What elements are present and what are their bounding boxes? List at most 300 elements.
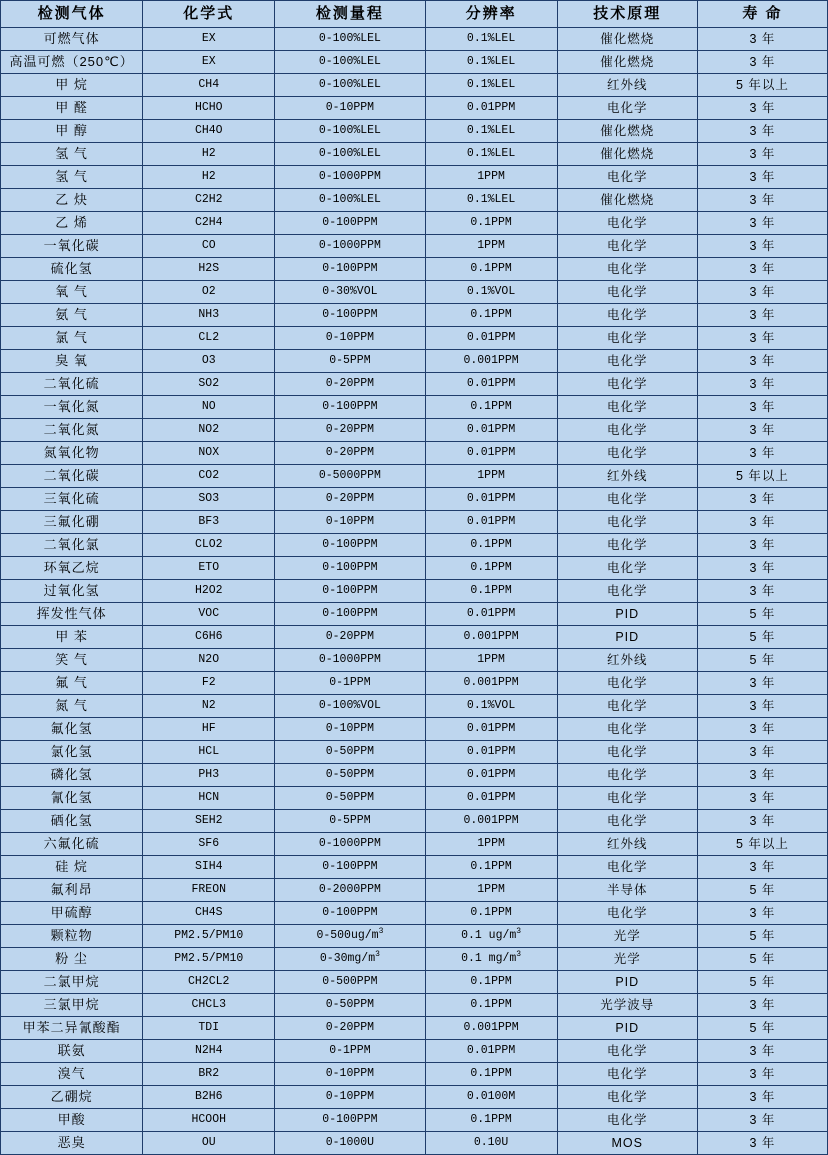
cell-technology: 电化学 bbox=[557, 350, 697, 373]
cell-detection-range: 0-100PPM bbox=[275, 396, 425, 419]
cell-gas-name: 环氧乙烷 bbox=[1, 557, 143, 580]
table-row bbox=[1, 97, 828, 120]
cell-resolution: 0.001PPM bbox=[425, 1017, 557, 1040]
table-body bbox=[1, 28, 828, 1155]
cell-gas-name: 二氧化硫 bbox=[1, 373, 143, 396]
cell-gas-name: 氢 气 bbox=[1, 143, 143, 166]
cell-technology: 电化学 bbox=[557, 396, 697, 419]
cell-detection-range: 0-5PPM bbox=[275, 350, 425, 373]
cell-technology: 催化燃烧 bbox=[557, 51, 697, 74]
cell-lifetime: 3 年 bbox=[697, 120, 827, 143]
cell-detection-range: 0-100PPM bbox=[275, 534, 425, 557]
cell-detection-range: 0-1000U bbox=[275, 1132, 425, 1155]
cell-chemical-formula: F2 bbox=[143, 672, 275, 695]
column-header-lifetime: 寿 命 bbox=[697, 1, 827, 28]
cell-lifetime: 3 年 bbox=[697, 764, 827, 787]
cell-technology: 电化学 bbox=[557, 580, 697, 603]
cell-lifetime: 5 年以上 bbox=[697, 833, 827, 856]
cell-gas-name: 可燃气体 bbox=[1, 28, 143, 51]
cell-chemical-formula: OU bbox=[143, 1132, 275, 1155]
cell-resolution: 0.1PPM bbox=[425, 304, 557, 327]
cell-chemical-formula: TDI bbox=[143, 1017, 275, 1040]
cell-technology: 电化学 bbox=[557, 419, 697, 442]
cell-technology: 电化学 bbox=[557, 764, 697, 787]
cell-resolution: 0.001PPM bbox=[425, 626, 557, 649]
cell-lifetime: 3 年 bbox=[697, 488, 827, 511]
cell-technology: 红外线 bbox=[557, 465, 697, 488]
cell-lifetime: 3 年 bbox=[697, 166, 827, 189]
table-row bbox=[1, 902, 828, 925]
cell-chemical-formula: CH4S bbox=[143, 902, 275, 925]
cell-lifetime: 3 年 bbox=[697, 534, 827, 557]
cell-gas-name: 三氟化硼 bbox=[1, 511, 143, 534]
table-row bbox=[1, 189, 828, 212]
cell-gas-name: 联氨 bbox=[1, 1040, 143, 1063]
cell-detection-range: 0-100%LEL bbox=[275, 120, 425, 143]
cell-lifetime: 3 年 bbox=[697, 718, 827, 741]
cell-technology: 催化燃烧 bbox=[557, 28, 697, 51]
cell-chemical-formula: C6H6 bbox=[143, 626, 275, 649]
cell-resolution: 1PPM bbox=[425, 879, 557, 902]
cell-chemical-formula: BR2 bbox=[143, 1063, 275, 1086]
cell-gas-name: 甲苯二异氰酸酯 bbox=[1, 1017, 143, 1040]
cell-chemical-formula: HCL bbox=[143, 741, 275, 764]
cell-resolution: 0.001PPM bbox=[425, 350, 557, 373]
cell-chemical-formula: O2 bbox=[143, 281, 275, 304]
table-row bbox=[1, 166, 828, 189]
cell-detection-range: 0-30%VOL bbox=[275, 281, 425, 304]
cell-detection-range: 0-50PPM bbox=[275, 764, 425, 787]
cell-detection-range: 0-100PPM bbox=[275, 304, 425, 327]
cell-technology: 电化学 bbox=[557, 1040, 697, 1063]
table-row bbox=[1, 856, 828, 879]
table-row bbox=[1, 810, 828, 833]
table-row bbox=[1, 350, 828, 373]
table-row bbox=[1, 281, 828, 304]
cell-lifetime: 5 年以上 bbox=[697, 74, 827, 97]
cell-technology: 电化学 bbox=[557, 856, 697, 879]
cell-gas-name: 氯 气 bbox=[1, 327, 143, 350]
cell-detection-range: 0-1PPM bbox=[275, 1040, 425, 1063]
cell-detection-range: 0-50PPM bbox=[275, 994, 425, 1017]
table-row bbox=[1, 120, 828, 143]
cell-lifetime: 3 年 bbox=[697, 143, 827, 166]
cell-technology: 红外线 bbox=[557, 649, 697, 672]
cell-lifetime: 3 年 bbox=[697, 672, 827, 695]
cell-technology: 电化学 bbox=[557, 442, 697, 465]
cell-resolution: 0.01PPM bbox=[425, 1040, 557, 1063]
table-row bbox=[1, 212, 828, 235]
cell-chemical-formula: PM2.5/PM10 bbox=[143, 925, 275, 948]
cell-detection-range: $0-30mg/m^3$ bbox=[275, 948, 425, 971]
cell-technology: 催化燃烧 bbox=[557, 189, 697, 212]
cell-chemical-formula: PH3 bbox=[143, 764, 275, 787]
table-row bbox=[1, 488, 828, 511]
cell-detection-range: 0-1PPM bbox=[275, 672, 425, 695]
cell-lifetime: 3 年 bbox=[697, 1040, 827, 1063]
table-row bbox=[1, 74, 828, 97]
table-row bbox=[1, 994, 828, 1017]
table-row bbox=[1, 695, 828, 718]
cell-resolution: 0.1%LEL bbox=[425, 28, 557, 51]
cell-chemical-formula: NO bbox=[143, 396, 275, 419]
cell-detection-range: 0-50PPM bbox=[275, 787, 425, 810]
column-header-resolution: 分辨率 bbox=[425, 1, 557, 28]
cell-lifetime: 3 年 bbox=[697, 396, 827, 419]
cell-technology: 电化学 bbox=[557, 718, 697, 741]
cell-detection-range: 0-50PPM bbox=[275, 741, 425, 764]
cell-lifetime: 3 年 bbox=[697, 350, 827, 373]
cell-technology: 红外线 bbox=[557, 74, 697, 97]
cell-gas-name: 乙 炔 bbox=[1, 189, 143, 212]
cell-resolution: 0.1%VOL bbox=[425, 695, 557, 718]
cell-lifetime: 3 年 bbox=[697, 856, 827, 879]
cell-chemical-formula: CL2 bbox=[143, 327, 275, 350]
cell-chemical-formula: SIH4 bbox=[143, 856, 275, 879]
cell-chemical-formula: B2H6 bbox=[143, 1086, 275, 1109]
cell-lifetime: 3 年 bbox=[697, 97, 827, 120]
cell-lifetime: 3 年 bbox=[697, 304, 827, 327]
table-row bbox=[1, 534, 828, 557]
table-row bbox=[1, 1086, 828, 1109]
cell-resolution: 0.01PPM bbox=[425, 442, 557, 465]
cell-chemical-formula: N2H4 bbox=[143, 1040, 275, 1063]
cell-chemical-formula: C2H2 bbox=[143, 189, 275, 212]
cell-lifetime: 3 年 bbox=[697, 557, 827, 580]
cell-detection-range: 0-10PPM bbox=[275, 718, 425, 741]
cell-detection-range: 0-100PPM bbox=[275, 580, 425, 603]
cell-lifetime: 3 年 bbox=[697, 51, 827, 74]
cell-technology: PID bbox=[557, 1017, 697, 1040]
cell-gas-name: 甲酸 bbox=[1, 1109, 143, 1132]
cell-chemical-formula: H2O2 bbox=[143, 580, 275, 603]
cell-gas-name: 二氧化氮 bbox=[1, 419, 143, 442]
cell-lifetime: 3 年 bbox=[697, 281, 827, 304]
cell-lifetime: 3 年 bbox=[697, 258, 827, 281]
table-row bbox=[1, 1017, 828, 1040]
cell-gas-name: 氟 气 bbox=[1, 672, 143, 695]
cell-detection-range: 0-1000PPM bbox=[275, 166, 425, 189]
cell-technology: 催化燃烧 bbox=[557, 143, 697, 166]
cell-resolution: 0.1 $ug/m^3$ bbox=[425, 925, 557, 948]
cell-chemical-formula: H2 bbox=[143, 166, 275, 189]
cell-resolution: 0.01PPM bbox=[425, 741, 557, 764]
cell-resolution: 0.1PPM bbox=[425, 557, 557, 580]
cell-detection-range: 0-100%LEL bbox=[275, 28, 425, 51]
cell-resolution: 0.01PPM bbox=[425, 419, 557, 442]
table-row bbox=[1, 1040, 828, 1063]
cell-detection-range: 0-100%LEL bbox=[275, 51, 425, 74]
cell-resolution: 1PPM bbox=[425, 833, 557, 856]
cell-technology: 光学波导 bbox=[557, 994, 697, 1017]
cell-technology: 电化学 bbox=[557, 304, 697, 327]
table-row bbox=[1, 1132, 828, 1155]
cell-chemical-formula: H2S bbox=[143, 258, 275, 281]
cell-detection-range: 0-1000PPM bbox=[275, 833, 425, 856]
cell-lifetime: 5 年 bbox=[697, 948, 827, 971]
cell-lifetime: 3 年 bbox=[697, 741, 827, 764]
cell-detection-range: 0-100PPM bbox=[275, 1109, 425, 1132]
cell-detection-range: 0-100PPM bbox=[275, 902, 425, 925]
table-row bbox=[1, 557, 828, 580]
cell-lifetime: 5 年 bbox=[697, 626, 827, 649]
cell-chemical-formula: BF3 bbox=[143, 511, 275, 534]
cell-detection-range: 0-10PPM bbox=[275, 511, 425, 534]
cell-chemical-formula: NO2 bbox=[143, 419, 275, 442]
table-row bbox=[1, 419, 828, 442]
cell-resolution: 0.01PPM bbox=[425, 603, 557, 626]
cell-chemical-formula: HCHO bbox=[143, 97, 275, 120]
cell-chemical-formula: CH2CL2 bbox=[143, 971, 275, 994]
cell-technology: PID bbox=[557, 603, 697, 626]
cell-resolution: 0.001PPM bbox=[425, 810, 557, 833]
cell-lifetime: 3 年 bbox=[697, 511, 827, 534]
cell-chemical-formula: EX bbox=[143, 28, 275, 51]
cell-lifetime: 3 年 bbox=[697, 695, 827, 718]
cell-detection-range: 0-100PPM bbox=[275, 603, 425, 626]
cell-detection-range: 0-10PPM bbox=[275, 97, 425, 120]
table-row bbox=[1, 51, 828, 74]
cell-resolution: 0.1PPM bbox=[425, 258, 557, 281]
table-header-row bbox=[1, 1, 828, 28]
cell-technology: 光学 bbox=[557, 948, 697, 971]
cell-technology: 红外线 bbox=[557, 833, 697, 856]
cell-gas-name: 甲 醛 bbox=[1, 97, 143, 120]
cell-technology: 电化学 bbox=[557, 97, 697, 120]
cell-technology: 电化学 bbox=[557, 695, 697, 718]
cell-lifetime: 3 年 bbox=[697, 1063, 827, 1086]
cell-technology: 电化学 bbox=[557, 1063, 697, 1086]
cell-gas-name: 氮 气 bbox=[1, 695, 143, 718]
cell-gas-name: 笑 气 bbox=[1, 649, 143, 672]
cell-resolution: 0.01PPM bbox=[425, 373, 557, 396]
cell-resolution: 0.01PPM bbox=[425, 718, 557, 741]
cell-gas-name: 硅 烷 bbox=[1, 856, 143, 879]
cell-gas-name: 二氯甲烷 bbox=[1, 971, 143, 994]
cell-resolution: 1PPM bbox=[425, 166, 557, 189]
table-row bbox=[1, 580, 828, 603]
table-row bbox=[1, 396, 828, 419]
cell-detection-range: 0-5000PPM bbox=[275, 465, 425, 488]
table-row bbox=[1, 879, 828, 902]
cell-gas-name: 乙硼烷 bbox=[1, 1086, 143, 1109]
cell-lifetime: 5 年 bbox=[697, 925, 827, 948]
cell-chemical-formula: ETO bbox=[143, 557, 275, 580]
table-row bbox=[1, 948, 828, 971]
cell-gas-name: 二氧化氯 bbox=[1, 534, 143, 557]
cell-lifetime: 3 年 bbox=[697, 419, 827, 442]
cell-technology: 电化学 bbox=[557, 1086, 697, 1109]
cell-gas-name: 氢 气 bbox=[1, 166, 143, 189]
cell-detection-range: 0-1000PPM bbox=[275, 649, 425, 672]
cell-gas-name: 溴气 bbox=[1, 1063, 143, 1086]
cell-detection-range: 0-5PPM bbox=[275, 810, 425, 833]
cell-chemical-formula: NOX bbox=[143, 442, 275, 465]
cell-lifetime: 3 年 bbox=[697, 442, 827, 465]
cell-chemical-formula: NH3 bbox=[143, 304, 275, 327]
cell-resolution: 0.1PPM bbox=[425, 212, 557, 235]
cell-lifetime: 3 年 bbox=[697, 373, 827, 396]
table-row bbox=[1, 28, 828, 51]
cell-chemical-formula: HCN bbox=[143, 787, 275, 810]
cell-technology: 电化学 bbox=[557, 741, 697, 764]
cell-technology: 电化学 bbox=[557, 488, 697, 511]
table-row bbox=[1, 442, 828, 465]
cell-resolution: 0.1%LEL bbox=[425, 189, 557, 212]
cell-lifetime: 5 年 bbox=[697, 971, 827, 994]
cell-gas-name: 三氯甲烷 bbox=[1, 994, 143, 1017]
cell-detection-range: 0-20PPM bbox=[275, 373, 425, 396]
cell-gas-name: 一氧化碳 bbox=[1, 235, 143, 258]
cell-resolution: 0.1PPM bbox=[425, 396, 557, 419]
cell-gas-name: 氰化氢 bbox=[1, 787, 143, 810]
cell-gas-name: 氟化氢 bbox=[1, 718, 143, 741]
cell-chemical-formula: FREON bbox=[143, 879, 275, 902]
table-row bbox=[1, 649, 828, 672]
table-row bbox=[1, 511, 828, 534]
cell-detection-range: 0-100%LEL bbox=[275, 189, 425, 212]
column-header-gas: 检测气体 bbox=[1, 1, 143, 28]
column-header-formula: 化学式 bbox=[143, 1, 275, 28]
table-row bbox=[1, 787, 828, 810]
cell-chemical-formula: N2 bbox=[143, 695, 275, 718]
cell-resolution: 0.001PPM bbox=[425, 672, 557, 695]
cell-gas-name: 过氧化氢 bbox=[1, 580, 143, 603]
cell-gas-name: 甲 醇 bbox=[1, 120, 143, 143]
cell-technology: 电化学 bbox=[557, 166, 697, 189]
cell-chemical-formula: N2O bbox=[143, 649, 275, 672]
cell-detection-range: 0-100PPM bbox=[275, 258, 425, 281]
cell-gas-name: 臭 氧 bbox=[1, 350, 143, 373]
cell-chemical-formula: CHCL3 bbox=[143, 994, 275, 1017]
cell-chemical-formula: SO3 bbox=[143, 488, 275, 511]
cell-detection-range: 0-500PPM bbox=[275, 971, 425, 994]
cell-technology: 电化学 bbox=[557, 787, 697, 810]
cell-technology: 电化学 bbox=[557, 212, 697, 235]
cell-detection-range: 0-100%VOL bbox=[275, 695, 425, 718]
cell-chemical-formula: CO bbox=[143, 235, 275, 258]
cell-chemical-formula: SO2 bbox=[143, 373, 275, 396]
cell-lifetime: 3 年 bbox=[697, 902, 827, 925]
cell-technology: 电化学 bbox=[557, 534, 697, 557]
cell-gas-name: 甲 烷 bbox=[1, 74, 143, 97]
cell-detection-range: 0-20PPM bbox=[275, 419, 425, 442]
cell-resolution: 0.1%LEL bbox=[425, 74, 557, 97]
table-row bbox=[1, 1063, 828, 1086]
cell-resolution: 1PPM bbox=[425, 465, 557, 488]
cell-chemical-formula: SF6 bbox=[143, 833, 275, 856]
cell-detection-range: 0-20PPM bbox=[275, 442, 425, 465]
cell-resolution: 0.1%VOL bbox=[425, 281, 557, 304]
cell-detection-range: 0-2000PPM bbox=[275, 879, 425, 902]
cell-chemical-formula: CH4O bbox=[143, 120, 275, 143]
cell-resolution: 0.01PPM bbox=[425, 787, 557, 810]
table-row bbox=[1, 143, 828, 166]
table-row bbox=[1, 672, 828, 695]
cell-lifetime: 3 年 bbox=[697, 787, 827, 810]
cell-chemical-formula: CO2 bbox=[143, 465, 275, 488]
cell-detection-range: 0-10PPM bbox=[275, 1063, 425, 1086]
cell-chemical-formula: VOC bbox=[143, 603, 275, 626]
cell-gas-name: 高温可燃（250℃） bbox=[1, 51, 143, 74]
cell-technology: MOS bbox=[557, 1132, 697, 1155]
cell-technology: 电化学 bbox=[557, 672, 697, 695]
cell-resolution: 0.01PPM bbox=[425, 511, 557, 534]
cell-resolution: 0.01PPM bbox=[425, 488, 557, 511]
cell-lifetime: 3 年 bbox=[697, 189, 827, 212]
cell-gas-name: 甲硫醇 bbox=[1, 902, 143, 925]
cell-detection-range: $0-500ug/m^3$ bbox=[275, 925, 425, 948]
cell-detection-range: 0-20PPM bbox=[275, 626, 425, 649]
cell-resolution: 0.1PPM bbox=[425, 902, 557, 925]
cell-detection-range: 0-1000PPM bbox=[275, 235, 425, 258]
table-row bbox=[1, 304, 828, 327]
cell-gas-name: 恶臭 bbox=[1, 1132, 143, 1155]
table-row bbox=[1, 235, 828, 258]
cell-gas-name: 甲 苯 bbox=[1, 626, 143, 649]
cell-resolution: 1PPM bbox=[425, 649, 557, 672]
cell-gas-name: 二氧化碳 bbox=[1, 465, 143, 488]
cell-technology: 电化学 bbox=[557, 557, 697, 580]
cell-gas-name: 磷化氢 bbox=[1, 764, 143, 787]
cell-lifetime: 3 年 bbox=[697, 1086, 827, 1109]
table-row bbox=[1, 833, 828, 856]
table-row bbox=[1, 741, 828, 764]
cell-technology: 电化学 bbox=[557, 258, 697, 281]
cell-resolution: 0.01PPM bbox=[425, 327, 557, 350]
cell-resolution: 0.10U bbox=[425, 1132, 557, 1155]
cell-chemical-formula: CLO2 bbox=[143, 534, 275, 557]
cell-technology: 电化学 bbox=[557, 902, 697, 925]
cell-resolution: 0.0100M bbox=[425, 1086, 557, 1109]
table-row bbox=[1, 327, 828, 350]
cell-detection-range: 0-100%LEL bbox=[275, 74, 425, 97]
cell-technology: 催化燃烧 bbox=[557, 120, 697, 143]
cell-resolution: 0.1%LEL bbox=[425, 120, 557, 143]
cell-lifetime: 5 年 bbox=[697, 649, 827, 672]
cell-gas-name: 一氧化氮 bbox=[1, 396, 143, 419]
table-row bbox=[1, 971, 828, 994]
cell-gas-name: 六氟化硫 bbox=[1, 833, 143, 856]
cell-resolution: 0.1PPM bbox=[425, 1063, 557, 1086]
cell-technology: 电化学 bbox=[557, 281, 697, 304]
cell-gas-name: 氟利昂 bbox=[1, 879, 143, 902]
cell-technology: PID bbox=[557, 971, 697, 994]
cell-lifetime: 5 年 bbox=[697, 879, 827, 902]
cell-detection-range: 0-100PPM bbox=[275, 212, 425, 235]
cell-chemical-formula: HCOOH bbox=[143, 1109, 275, 1132]
cell-resolution: 0.1PPM bbox=[425, 580, 557, 603]
cell-resolution: 0.1 $mg/m^3$ bbox=[425, 948, 557, 971]
cell-lifetime: 3 年 bbox=[697, 1132, 827, 1155]
cell-lifetime: 3 年 bbox=[697, 810, 827, 833]
column-header-range: 检测量程 bbox=[275, 1, 425, 28]
cell-resolution: 0.1%LEL bbox=[425, 51, 557, 74]
cell-detection-range: 0-100%LEL bbox=[275, 143, 425, 166]
cell-chemical-formula: H2 bbox=[143, 143, 275, 166]
table-row bbox=[1, 925, 828, 948]
table-row bbox=[1, 603, 828, 626]
cell-technology: PID bbox=[557, 626, 697, 649]
table-row bbox=[1, 1109, 828, 1132]
cell-detection-range: 0-100PPM bbox=[275, 856, 425, 879]
table-row bbox=[1, 373, 828, 396]
cell-lifetime: 3 年 bbox=[697, 327, 827, 350]
cell-gas-name: 硒化氢 bbox=[1, 810, 143, 833]
cell-resolution: 0.1PPM bbox=[425, 994, 557, 1017]
cell-gas-name: 氨 气 bbox=[1, 304, 143, 327]
cell-gas-name: 硫化氢 bbox=[1, 258, 143, 281]
